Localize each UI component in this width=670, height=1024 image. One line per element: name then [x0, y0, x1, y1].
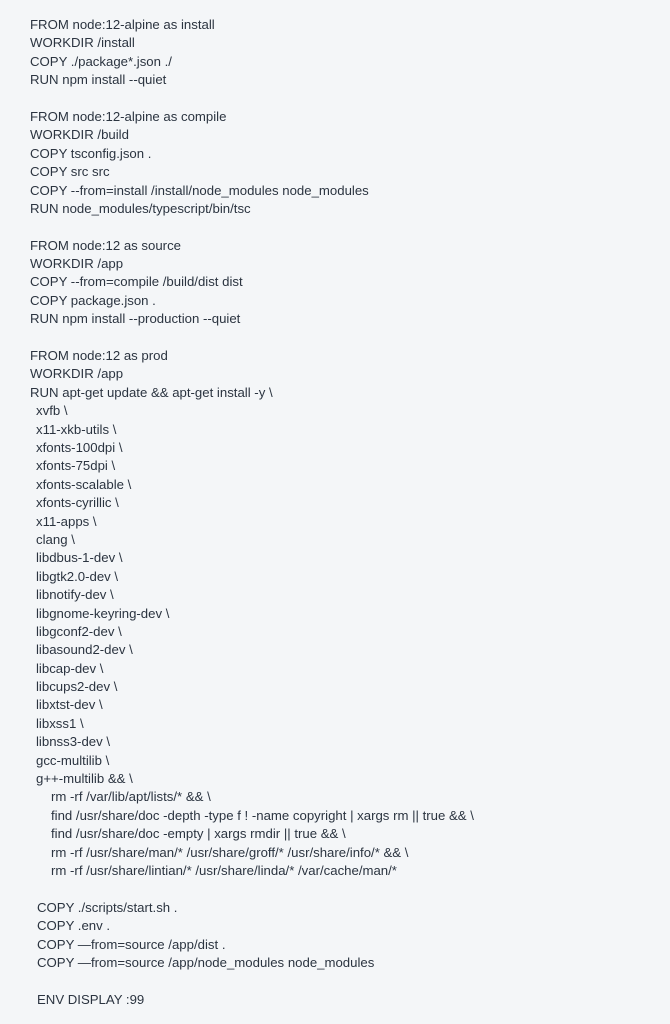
code-line: FROM node:12 as prod [30, 348, 168, 364]
package-line: libgtk2.0-dev \ [36, 568, 119, 584]
package-line: xfonts-cyrillic \ [36, 495, 119, 511]
package-line: libasound2-dev \ [36, 642, 133, 658]
package-line: xfonts-75dpi \ [36, 458, 116, 474]
package-line: libxss1 \ [36, 715, 84, 731]
package-line: g++-multilib && \ [36, 771, 133, 787]
stage-install [30, 16, 670, 90]
code-line: COPY tsconfig.json . [30, 145, 152, 161]
package-line: libcap-dev \ [36, 660, 104, 676]
package-line: xvfb \ [36, 403, 68, 419]
stage-prod [30, 347, 670, 1009]
package-line: libxtst-dev \ [36, 697, 103, 713]
cleanup-line: rm -rf /usr/share/lintian/* /usr/share/linda/* /var/cache/man/* [51, 862, 397, 878]
package-list [30, 402, 670, 788]
code-line: RUN npm install --production --quiet [30, 311, 241, 327]
code-line: COPY —from=source /app/dist . [37, 936, 226, 952]
package-line: libgconf2-dev \ [36, 623, 122, 639]
code-line: FROM node:12-alpine as install [30, 17, 215, 32]
package-line: libnss3-dev \ [36, 734, 111, 750]
code-line: COPY ./scripts/start.sh . [37, 899, 178, 915]
code-line: COPY ./package*.json ./ [30, 53, 172, 69]
code-line: WORKDIR /app [30, 256, 124, 272]
stage-source [30, 237, 670, 329]
code-line: FROM node:12-alpine as compile [30, 108, 227, 124]
cleanup-line: rm -rf /usr/share/man/* /usr/share/groff/* /usr/share/info/* && \ [51, 844, 409, 860]
code-line: RUN npm install --quiet [30, 72, 167, 88]
cleanup-line: find /usr/share/doc -depth -type f ! -name copyright | xargs rm || true && \ [51, 807, 474, 823]
code-line: COPY src src [30, 164, 110, 180]
blank-line [30, 90, 670, 108]
code-line: RUN node_modules/typescript/bin/tsc [30, 200, 251, 216]
code-line: COPY --from=compile /build/dist dist [30, 274, 243, 290]
package-line: libdbus-1-dev \ [36, 550, 123, 566]
code-line: WORKDIR /install [30, 35, 135, 51]
copy-commands [30, 899, 670, 973]
package-line: libgnome-keyring-dev \ [36, 605, 170, 621]
code-line: WORKDIR /build [30, 127, 129, 143]
blank-line [30, 880, 670, 898]
stage-compile [30, 108, 670, 218]
code-line: COPY --from=install /install/node_modules node_modules [30, 182, 369, 198]
package-line: libnotify-dev \ [36, 587, 114, 603]
code-line: COPY package.json . [30, 292, 156, 308]
code-line: RUN apt-get update && apt-get install -y \ [30, 384, 273, 400]
package-line: libcups2-dev \ [36, 679, 118, 695]
blank-line [30, 218, 670, 236]
cleanup-line: rm -rf /var/lib/apt/lists/* && \ [51, 789, 211, 805]
package-line: x11-apps \ [36, 513, 97, 529]
blank-line [30, 972, 670, 990]
cleanup-line: find /usr/share/doc -empty | xargs rmdir || true && \ [51, 826, 346, 842]
blank-line [30, 329, 670, 347]
code-line: FROM node:12 as source [30, 237, 181, 253]
cleanup-commands [30, 788, 670, 880]
code-line: COPY —from=source /app/node_modules node_modules [37, 954, 375, 970]
env-commands [30, 991, 670, 1009]
package-line: x11-xkb-utils \ [36, 421, 117, 437]
code-line: ENV DISPLAY :99 [37, 991, 145, 1007]
package-line: xfonts-100dpi \ [36, 439, 123, 455]
code-line: COPY .env . [37, 918, 111, 934]
code-line: WORKDIR /app [30, 366, 124, 382]
package-line: gcc-multilib \ [36, 752, 110, 768]
package-line: clang \ [36, 531, 75, 547]
package-line: xfonts-scalable \ [36, 476, 132, 492]
